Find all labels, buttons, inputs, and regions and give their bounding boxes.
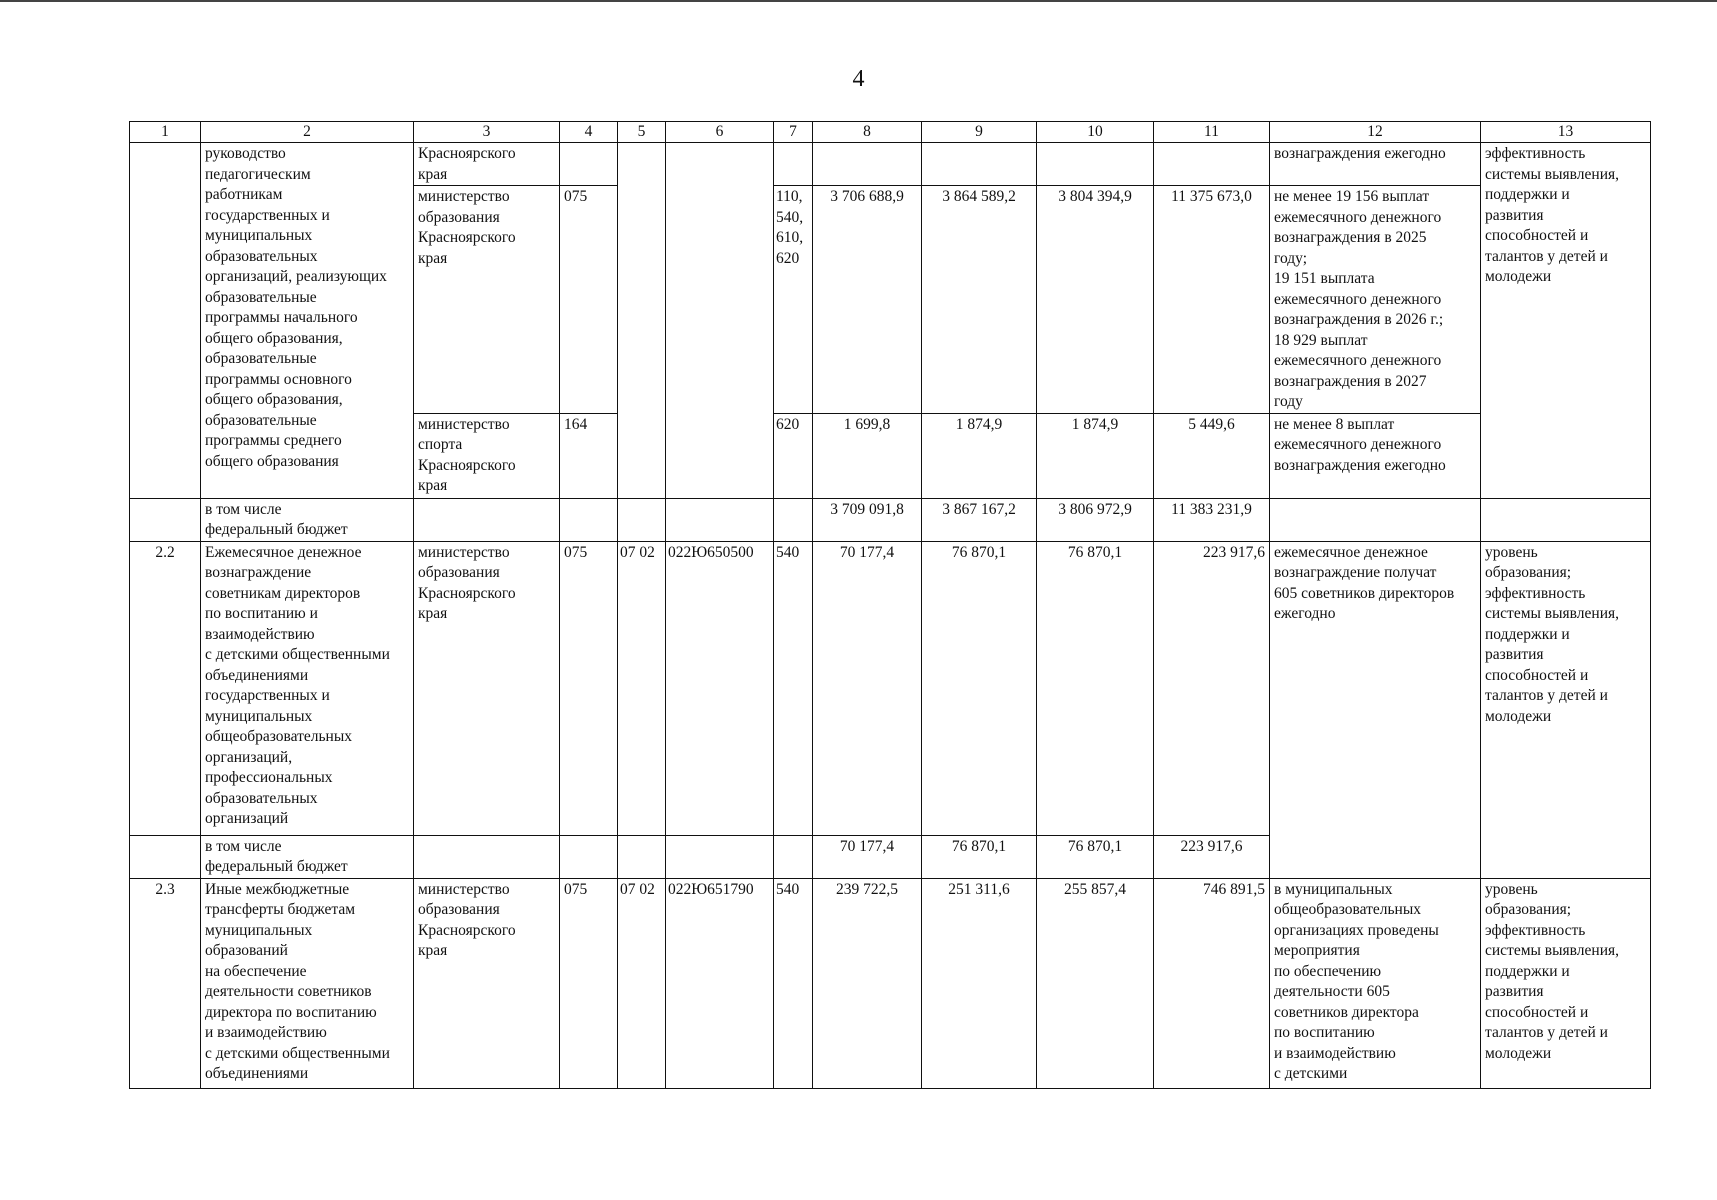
amount-2027-cell (1037, 143, 1154, 186)
administrator-cell: министерство образования Красноярского края (414, 186, 560, 414)
grbs-code-cell (560, 143, 618, 186)
target-article-cell: 022Ю651790 (666, 878, 774, 1088)
amount-2025-cell: 70 177,4 (813, 835, 922, 878)
amount-total-cell: 11 383 231,9 (1154, 498, 1270, 541)
column-number: 12 (1270, 122, 1481, 143)
column-number: 8 (813, 122, 922, 143)
amount-total-cell: 223 917,6 (1154, 541, 1270, 835)
amount-total-cell: 746 891,5 (1154, 878, 1270, 1088)
amount-2025-cell (813, 143, 922, 186)
amount-2025-cell: 239 722,5 (813, 878, 922, 1088)
amount-2027-cell: 1 874,9 (1037, 413, 1154, 498)
amount-2027-cell: 3 806 972,9 (1037, 498, 1154, 541)
grbs-code-cell: 164 (560, 413, 618, 498)
amount-2025-cell: 1 699,8 (813, 413, 922, 498)
scan-edge-line (0, 0, 1717, 2)
table-row (130, 143, 1651, 186)
column-number: 11 (1154, 122, 1270, 143)
amount-2027-cell: 255 857,4 (1037, 878, 1154, 1088)
column-number: 9 (922, 122, 1037, 143)
item-number-cell (130, 835, 201, 878)
expense-type-cell: 620 (774, 413, 813, 498)
expected-result-cell: в муниципальных общеобразовательных организациях проведены мероприятия по обеспечению деятельности 605 советников директора по воспитанию и взаимодействию с детскими (1270, 878, 1481, 1088)
item-number-cell (130, 143, 201, 499)
target-article-cell (666, 835, 774, 878)
amount-total-cell: 223 917,6 (1154, 835, 1270, 878)
column-number-row (130, 122, 1651, 143)
expense-type-cell (774, 143, 813, 186)
amount-2027-cell: 76 870,1 (1037, 541, 1154, 835)
grbs-code-cell: 075 (560, 878, 618, 1088)
amount-2026-cell: 76 870,1 (922, 835, 1037, 878)
amount-total-cell: 5 449,6 (1154, 413, 1270, 498)
activity-name-cell: Ежемесячное денежное вознаграждение советникам директоров по воспитанию и взаимодействию с детскими общественными объединениями государственных и муниципальных общеобразовательных организаций, профессиональных образовательных организаций (201, 541, 414, 835)
amount-2025-cell: 3 709 091,8 (813, 498, 922, 541)
expected-result-cell: вознаграждения ежегодно (1270, 143, 1481, 186)
expense-type-cell (774, 835, 813, 878)
item-number-cell: 2.3 (130, 878, 201, 1088)
amount-2026-cell: 1 874,9 (922, 413, 1037, 498)
administrator-cell: Красноярского края (414, 143, 560, 186)
amount-2026-cell: 76 870,1 (922, 541, 1037, 835)
column-number: 4 (560, 122, 618, 143)
section-code-cell (618, 498, 666, 541)
expense-type-cell: 540 (774, 878, 813, 1088)
amount-2026-cell: 251 311,6 (922, 878, 1037, 1088)
table-row-federal-subtotal (130, 498, 1651, 541)
target-article-cell: 022Ю650500 (666, 541, 774, 835)
indicator-impact-cell: уровень образования; эффективность системы выявления, поддержки и развития способностей и талантов у детей и молодежи (1481, 878, 1651, 1088)
expected-result-cell: не менее 8 выплат ежемесячного денежного вознаграждения ежегодно (1270, 413, 1481, 498)
column-number: 1 (130, 122, 201, 143)
amount-total-cell (1154, 143, 1270, 186)
item-number-cell: 2.2 (130, 541, 201, 835)
target-article-cell (666, 498, 774, 541)
indicator-impact-cell (1481, 498, 1651, 541)
activity-name-cell: в том числе федеральный бюджет (201, 498, 414, 541)
column-number: 10 (1037, 122, 1154, 143)
amount-2025-cell: 70 177,4 (813, 541, 922, 835)
expected-result-cell: не менее 19 156 выплат ежемесячного денежного вознаграждения в 2025 году; 19 151 выплата ежемесячного денежного вознаграждения в 2026 г.; 18 929 выплат ежемесячного денежного вознаграждения в 2027 году (1270, 186, 1481, 414)
column-number: 5 (618, 122, 666, 143)
expense-type-cell: 540 (774, 541, 813, 835)
grbs-code-cell: 075 (560, 186, 618, 414)
administrator-cell: министерство образования Красноярского края (414, 541, 560, 835)
activity-name-cell: в том числе федеральный бюджет (201, 835, 414, 878)
program-activities-table (129, 121, 1651, 1089)
administrator-cell (414, 835, 560, 878)
indicator-impact-cell: уровень образования; эффективность системы выявления, поддержки и развития способностей и талантов у детей и молодежи (1481, 541, 1651, 878)
section-code-cell (618, 835, 666, 878)
amount-2027-cell: 76 870,1 (1037, 835, 1154, 878)
amount-2027-cell: 3 804 394,9 (1037, 186, 1154, 414)
amount-2026-cell: 3 867 167,2 (922, 498, 1037, 541)
column-number: 7 (774, 122, 813, 143)
grbs-code-cell (560, 498, 618, 541)
column-number: 3 (414, 122, 560, 143)
table-row-item-2-2 (130, 541, 1651, 835)
expected-result-cell: ежемесячное денежное вознаграждение получат 605 советников директоров ежегодно (1270, 541, 1481, 878)
target-article-cell (666, 143, 774, 499)
amount-total-cell: 11 375 673,0 (1154, 186, 1270, 414)
administrator-cell (414, 498, 560, 541)
item-number-cell (130, 498, 201, 541)
expected-result-cell (1270, 498, 1481, 541)
amount-2026-cell: 3 864 589,2 (922, 186, 1037, 414)
indicator-impact-cell: эффективность системы выявления, поддержки и развития способностей и талантов у детей и молодежи (1481, 143, 1651, 499)
activity-name-cell: руководство педагогическим работникам государственных и муниципальных образовательных организаций, реализующих образовательные программы начального общего образования, образовательные программы основного общего образования, образовательные программы среднего общего образования (201, 143, 414, 499)
grbs-code-cell: 075 (560, 541, 618, 835)
column-number: 13 (1481, 122, 1651, 143)
section-code-cell (618, 143, 666, 499)
amount-2025-cell: 3 706 688,9 (813, 186, 922, 414)
page-number: 4 (852, 66, 865, 92)
table-row-item-2-3 (130, 878, 1651, 1088)
amount-2026-cell (922, 143, 1037, 186)
section-code-cell: 07 02 (618, 541, 666, 835)
activity-name-cell: Иные межбюджетные трансферты бюджетам муниципальных образований на обеспечение деятельности советников директора по воспитанию и взаимодействию с детскими общественными объединениями (201, 878, 414, 1088)
column-number: 6 (666, 122, 774, 143)
expense-type-cell: 110, 540, 610, 620 (774, 186, 813, 414)
column-number: 2 (201, 122, 414, 143)
administrator-cell: министерство образования Красноярского края (414, 878, 560, 1088)
section-code-cell: 07 02 (618, 878, 666, 1088)
administrator-cell: министерство спорта Красноярского края (414, 413, 560, 498)
grbs-code-cell (560, 835, 618, 878)
expense-type-cell (774, 498, 813, 541)
